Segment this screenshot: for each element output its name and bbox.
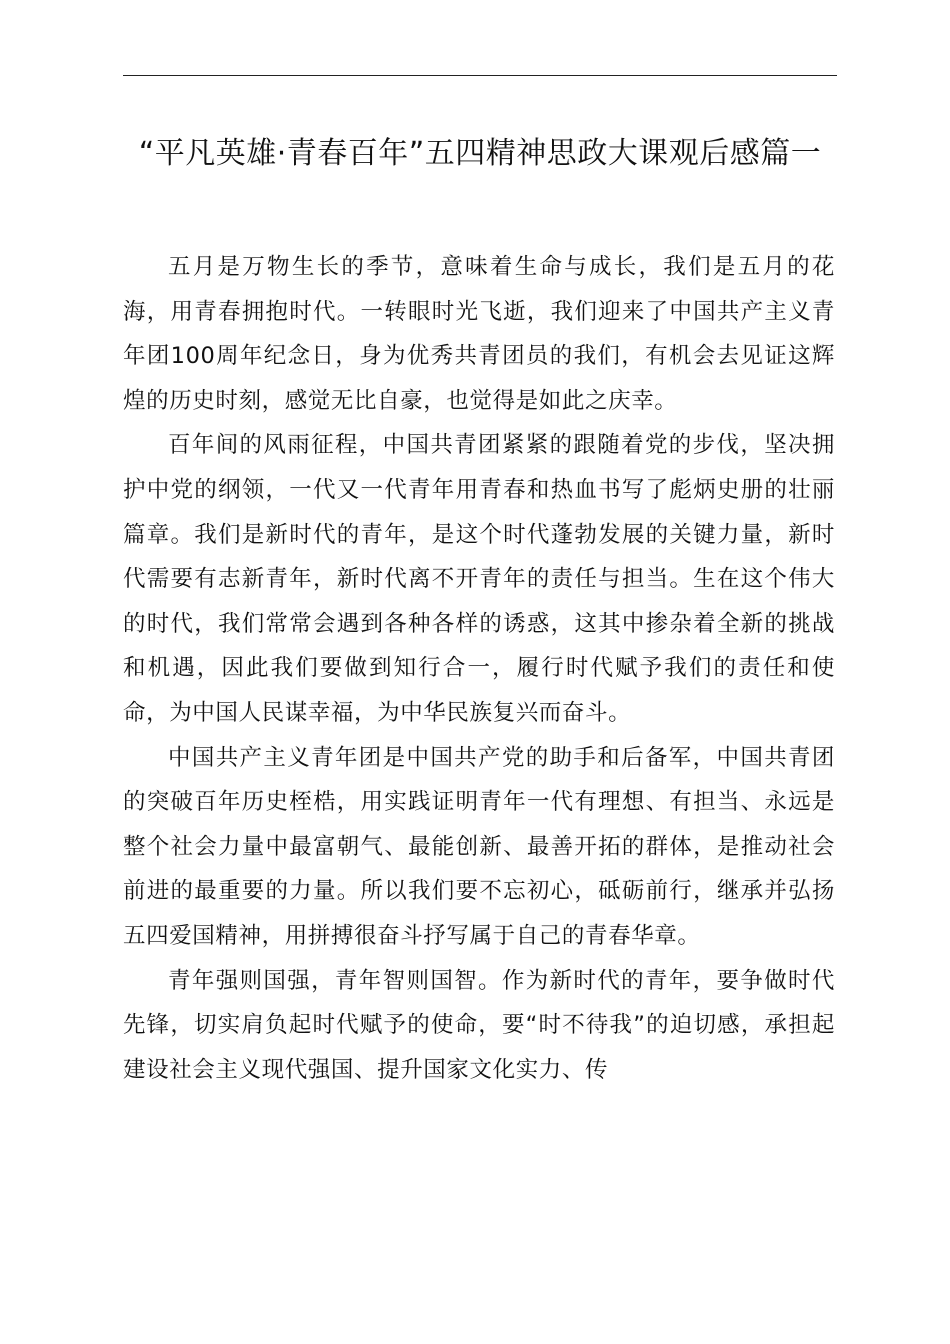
paragraph: 青年强则国强，青年智则国智。作为新时代的青年，要争做时代先锋，切实肩负起时代赋予的使命，要“时不待我”的迫切感，承担起建设社会主义现代强国、提升国家文化实力、传 [123, 967, 835, 1083]
document-body [123, 245, 835, 1092]
paragraph: 中国共产主义青年团是中国共产党的助手和后备军，中国共青团的突破百年历史桎梏，用实践证明青年一代有理想、有担当、永远是整个社会力量中最富朝气、最能创新、最善开拓的群体，是推动社会前进的最重要的力量。所以我们要不忘初心，砥砺前行，继承并弘扬五四爱国精神，用拼搏很奋斗抒写属于自己的青春华章。 [123, 744, 835, 949]
document-title: “平凡英雄·青春百年”五四精神思政大课观后感篇一 [138, 136, 822, 171]
paragraph: 百年间的风雨征程，中国共青团紧紧的跟随着党的步伐，坚决拥护中党的纲领，一代又一代青年用青春和热血书写了彪炳史册的壮丽篇章。我们是新时代的青年，是这个时代蓬勃发展的关键力量，新时代需要有志新青年，新时代离不开青年的责任与担当。生在这个伟大的时代，我们常常会遇到各种各样的诱惑，这其中掺杂着全新的挑战和机遇，因此我们要做到知行合一，履行时代赋予我们的责任和使命，为中国人民谋幸福，为中华民族复兴而奋斗。 [123, 432, 835, 726]
paragraph: 五月是万物生长的季节，意味着生命与成长，我们是五月的花海，用青春拥抱时代。一转眼时光飞逝，我们迎来了中国共产主义青年团100周年纪念日，身为优秀共青团员的我们，有机会去见证这辉煌的历史时刻，感觉无比自豪，也觉得是如此之庆幸。 [123, 254, 835, 414]
header-rule [123, 75, 837, 76]
